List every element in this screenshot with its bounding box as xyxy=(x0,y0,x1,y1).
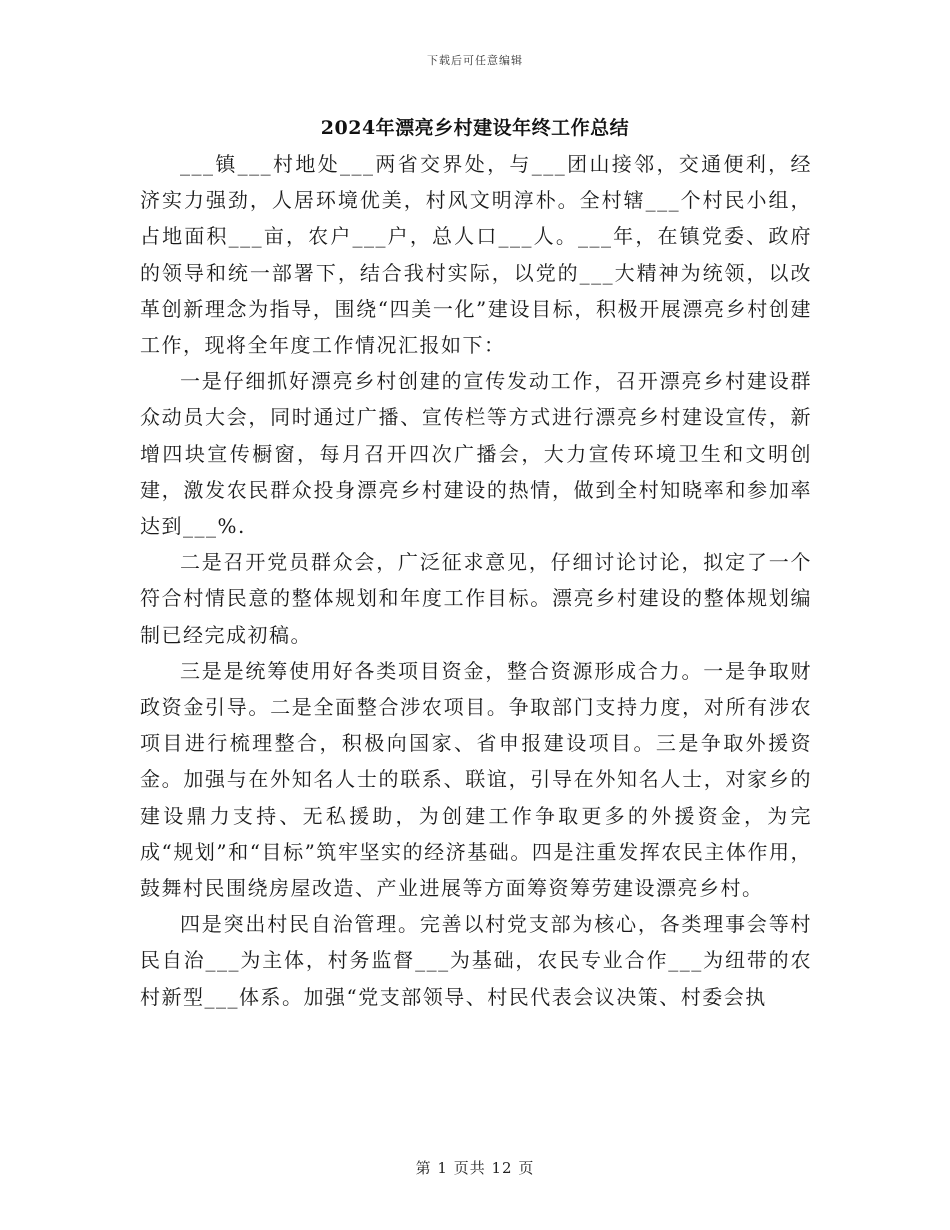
page-number: 第 1 页共 12 页 xyxy=(415,1159,535,1177)
document-body xyxy=(140,146,812,1015)
paragraph-publicity: 一是仔细抓好漂亮乡村创建的宣传发动工作，召开漂亮乡村建设群众动员大会，同时通过广播、宣传栏等方式进行漂亮乡村建设宣传，新增四块宣传橱窗，每月召开四次广播会，大力宣传环境卫生和文明创建，激发农民群众投身漂亮乡村建设的热情，做到全村知晓率和参加率达到___%. xyxy=(140,369,812,539)
document-title: 2024年漂亮乡村建设年终工作总结 xyxy=(320,117,630,139)
page-header-note: 下载后可任意编辑 xyxy=(427,54,523,67)
paragraph-planning: 二是召开党员群众会，广泛征求意见，仔细讨论讨论，拟定了一个符合村情民意的整体规划和年度工作目标。漂亮乡村建设的整体规划编制已经完成初稿。 xyxy=(140,550,812,647)
paragraph-self-governance: 四是突出村民自治管理。完善以村党支部为核心，各类理事会等村民自治___为主体，村务监督___为基础，农民专业合作___为纽带的农村新型___体系。加强“党支部领导、村民代表会议决策、村委会执 xyxy=(140,912,812,1009)
paragraph-funding: 三是是统筹使用好各类项目资金，整合资源形成合力。一是争取财政资金引导。二是全面整合涉农项目。争取部门支持力度，对所有涉农项目进行梳理整合，积极向国家、省申报建设项目。三是争取外援资金。加强与在外知名人士的联系、联谊，引导在外知名人士，对家乡的建设鼎力支持、无私援助，为创建工作争取更多的外援资金，为完成“规划”和“目标”筑牢坚实的经济基础。四是注重发挥农民主体作用，鼓舞村民围绕房屋改造、产业进展等方面筹资筹劳建设漂亮乡村。 xyxy=(140,658,812,901)
paragraph-intro: ___镇___村地处___两省交界处，与___团山接邻，交通便利，经济实力强劲，人居环境优美，村风文明淳朴。全村辖___个村民小组，占地面积___亩，农户___户，总人口___人。___年，在镇党委、政府的领导和统一部署下，结合我村实际，以党的___大精神为统领，以改革创新理念为指导，围绕“四美一化”建设目标，积极开展漂亮乡村创建工作，现将全年度工作情况汇报如下： xyxy=(140,152,812,358)
